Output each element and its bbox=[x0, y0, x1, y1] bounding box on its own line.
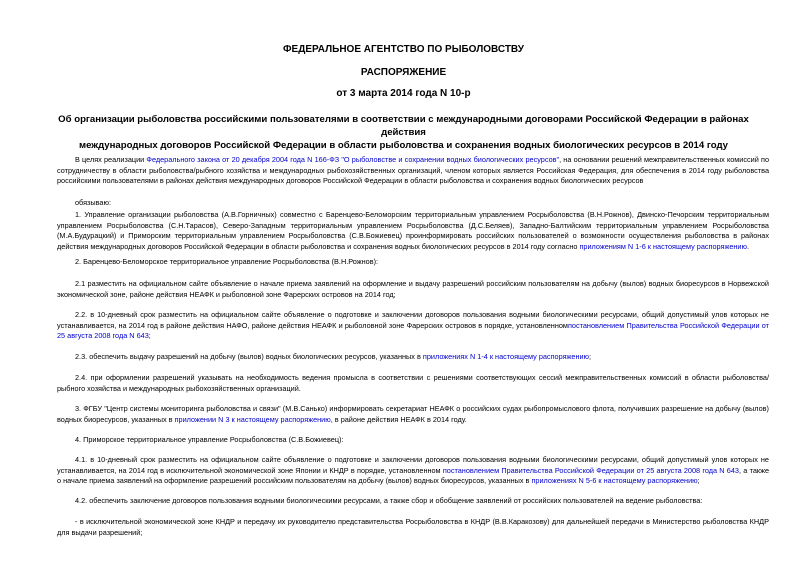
paragraph-4-2: 4.2. обеспечить заключение договоров пользования водными биологическими ресурсами, а также сбор и обобщение заявлений от российских пользователей на ведение рыболовства: bbox=[75, 496, 703, 505]
intro-text-1: В целях реализации bbox=[75, 155, 147, 164]
paragraph-4-1-text-2: , а также о начале приема заявлений на оформление разрешений российским пользователям на добычу (вылов) водных биоресурсов, указанных в bbox=[57, 465, 770, 486]
document-title bbox=[40, 113, 767, 152]
appendices-1-6-link[interactable]: приложениям N 1-6 к настоящему распоряжению bbox=[579, 241, 747, 251]
paragraph-4-1 bbox=[57, 455, 769, 487]
paragraph-2-2-text-1: 2.2. в 10-дневный срок разместить на официальном сайте объявление о подготовке и заключении договоров пользования водными биологическими ресурсами, общий допустимый улов которых не устанавливается, на 2014 год в районе действия НАФО, районе действия НЕАФК и рыболовной зоне Фарерских островов в порядке, установленном bbox=[57, 310, 769, 330]
paragraph-4-3: - в исключительной экономической зоне КНДР и передачу их руководителю представительства Росрыболовства в КНДР (В.В.Каракозову) для дальнейшей передачи в Министерство рыболовства КНДР для выдачи разрешений; bbox=[57, 517, 769, 537]
paragraph-2-1: 2.1 разместить на официальном сайте объявление о начале приема заявлений на оформление и выдачу разрешений российским пользователям на добычу (вылов) водных биоресурсов в Норвежской экономической зоне, районе действия НЕАФК и рыболовной зоне Фарерских островов на 2014 год; bbox=[57, 279, 769, 299]
paragraph-4-1-text-3: ; bbox=[697, 476, 700, 486]
paragraph-4: 4. Приморское территориальное управление Росрыболовства (С.В.Божиевец): bbox=[75, 435, 344, 444]
paragraph-3-text-2: , в районе действия НЕАФК в 2014 году. bbox=[330, 414, 467, 424]
document-date-number: от 3 марта 2014 года N 10-р bbox=[336, 88, 471, 99]
paragraph-2-4: 2.4. при оформлении разрешений указывать на необходимость ведения промысла в соответствии с решениями соответствующих сессий межправительственных комиссий в области рыболовства/рыбного хозяйства и международных рыбохозяйственных организаций. bbox=[57, 373, 769, 393]
paragraph-3-text-1: 3. ФГБУ "Центр системы мониторинга рыболовства и связи" (М.В.Санько) информировать секретариат НЕАФК о российских судах рыбопромыслового флота, получивших разрешение на добычу (вылов) водных биоресурсов, указанных в bbox=[57, 404, 769, 424]
paragraph-4-1-text-1: 4.1. в 10-дневный срок разместить на официальном сайте объявление о подготовке и заключении договоров пользования водными биологическими ресурсами, общий допустимый улов которых не устанавливается, на 2014 год в исключительной экономической зоне Японии и КНДР в порядке, установленном bbox=[57, 455, 769, 475]
document-title-line-2: международных договоров Российской Федерации в области рыболовства и сохранения водных биологических ресурсов в 2014 году bbox=[78, 140, 729, 151]
intro-paragraph bbox=[57, 155, 769, 187]
paragraph-1 bbox=[57, 210, 769, 252]
obligate-paragraph: обязываю: bbox=[75, 198, 111, 207]
paragraph-2: 2. Баренцево-Беломорское территориальное управление Росрыболовства (В.Н.Рожнов): bbox=[75, 257, 379, 266]
paragraph-3 bbox=[57, 404, 769, 425]
paragraph-2-2 bbox=[57, 310, 769, 342]
intro-text-2: , на основании решений межправительственных комиссий по сотрудничеству в области рыболовства/рыбного хозяйства и международных рыбохозяйственных организаций, членом которых является Российская Федерация, для обеспечения в 2014 году рыболовства российскими пользователями в районах действия международных договоров Российской Федерации в области рыболовства и сохранения водных биологических ресурсов bbox=[57, 155, 770, 186]
paragraph-2-3 bbox=[57, 352, 769, 363]
paragraph-2-3-text-1: 2.3. обеспечить выдачу разрешений на добычу (вылов) водных биологических ресурсов, указанных в bbox=[75, 352, 423, 361]
government-decree-link[interactable]: постановлением Правительства Российской Федерации от 25 августа 2008 года N 643 bbox=[57, 320, 769, 341]
appendix-3-link[interactable]: приложении N 3 к настоящему распоряжению bbox=[174, 414, 331, 424]
paragraph-1-text-1: 1. Управление организации рыболовства (А.В.Горничных) совместно с Баренцево-Беломорским территориальным управлением Росрыболовства (В.Н.Рожнов), Двинско-Печорским территориальным управлением Росрыболовства (С.Н.Тарасов), Северо-Западным территориальным управлением Росрыболовства (Д.С.Беляев), Западно-Балтийским территориальным управлением Росрыболовства (М.А.Будурацкий) и Приморским территориальным управлением Росрыболовства (С.В.Божиевец) проинформировать российских пользователей о возможности осуществления рыболовства в районах действия международных договоров Российской Федерации в области рыболовства и сохранения водных биологических ресурсов в 2014 году согласно bbox=[57, 210, 769, 251]
paragraph-2-2-text-2: ; bbox=[148, 331, 151, 341]
federal-law-link[interactable]: Федерального закона от 20 декабря 2004 года N 166-ФЗ "О рыболовстве и сохранении водных биологических ресурсов" bbox=[146, 155, 560, 164]
appendices-5-6-link[interactable]: приложениях N 5-6 к настоящему распоряжению bbox=[531, 476, 698, 486]
document-title-line-1: Об организации рыболовства российскими пользователями в соответствии с международными договорами Российской Федерации в районах действия bbox=[58, 114, 749, 138]
paragraph-2-3-text-2: ; bbox=[589, 352, 592, 361]
paragraph-1-text-2: . bbox=[746, 241, 750, 251]
agency-name: ФЕДЕРАЛЬНОЕ АГЕНТСТВО ПО РЫБОЛОВСТВУ bbox=[283, 44, 524, 55]
government-decree-link-2[interactable]: постановлением Правительства Российской Федерации от 25 августа 2008 года N 643 bbox=[442, 465, 739, 475]
appendices-1-4-link[interactable]: приложениях N 1-4 к настоящему распоряжению bbox=[422, 352, 590, 361]
document-type: РАСПОРЯЖЕНИЕ bbox=[360, 67, 447, 78]
